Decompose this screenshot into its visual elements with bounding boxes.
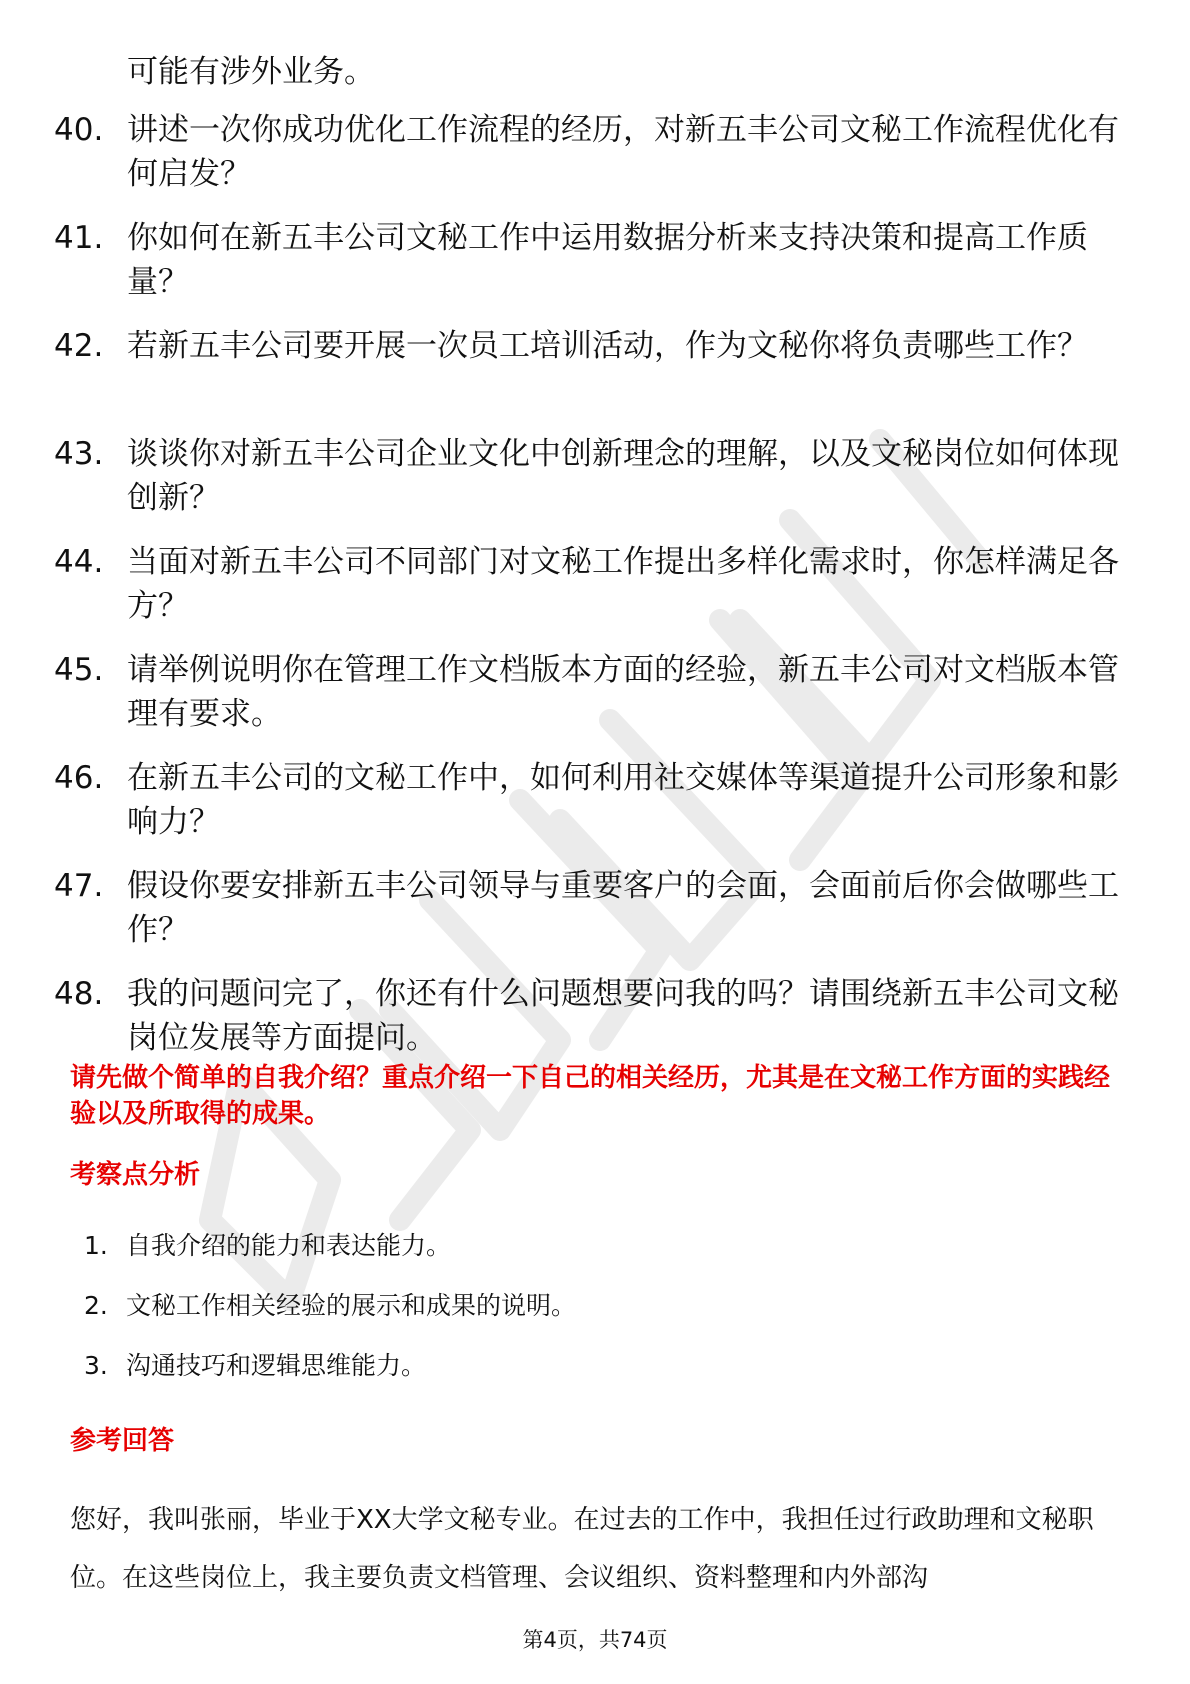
question-number: 45.: [54, 652, 104, 688]
page-footer: 第4页，共74页: [522, 1628, 668, 1652]
question-number: 40.: [54, 112, 104, 148]
question-text: 在新五丰公司的文秘工作中，如何利用社交媒体等渠道提升公司形象和影响力？: [127, 760, 1119, 840]
list-item: [54, 108, 1134, 216]
featured-question-heading: 请先做个简单的自我介绍？重点介绍一下自己的相关经历，尤其是在文秘工作方面的实践经验以及所取得的成果。: [70, 1063, 1111, 1129]
list-item: [54, 864, 1134, 972]
point-number: 1.: [84, 1231, 108, 1260]
question-number: 47.: [54, 868, 104, 904]
point-text: 沟通技巧和逻辑思维能力。: [126, 1351, 427, 1380]
question-text: 我的问题问完了，你还有什么问题想要问我的吗？请围绕新五丰公司文秘岗位发展等方面提问。: [127, 976, 1119, 1056]
question-number: 41.: [54, 220, 104, 256]
question-continuation: 可能有涉外业务。: [127, 54, 375, 90]
answer-paragraph: 您好，我叫张丽，毕业于XX大学文秘专业。在过去的工作中，我担任过行政助理和文秘职位。在这些岗位上，我主要负责文档管理、会议组织、资料整理和内外部沟: [70, 1505, 1094, 1593]
list-item: [54, 756, 1134, 864]
point-text: 自我介绍的能力和表达能力。: [126, 1231, 452, 1260]
question-text: 若新五丰公司要开展一次员工培训活动，作为文秘你将负责哪些工作？: [127, 328, 1088, 364]
list-item: [84, 1348, 1084, 1408]
question-number: 42.: [54, 328, 104, 364]
list-item: [54, 216, 1134, 324]
question-number: 43.: [54, 436, 104, 472]
question-text: 谈谈你对新五丰公司企业文化中创新理念的理解，以及文秘岗位如何体现创新？: [127, 436, 1119, 516]
list-item: [54, 540, 1134, 648]
question-list: [54, 108, 1134, 1080]
list-item: [54, 432, 1134, 540]
question-number: 44.: [54, 544, 104, 580]
answer-section-title: 参考回答: [70, 1426, 175, 1456]
question-text: 请举例说明你在管理工作文档版本方面的经验，新五丰公司对文档版本管理有要求。: [127, 652, 1119, 732]
question-number: 46.: [54, 760, 104, 796]
point-number: 3.: [84, 1351, 108, 1380]
list-item: [54, 648, 1134, 756]
question-number: 48.: [54, 976, 104, 1012]
list-item: [84, 1228, 1084, 1288]
question-text: 你如何在新五丰公司文秘工作中运用数据分析来支持决策和提高工作质量？: [127, 220, 1088, 300]
analysis-section-title: 考察点分析: [70, 1160, 201, 1190]
question-text: 假设你要安排新五丰公司领导与重要客户的会面，会面前后你会做哪些工作？: [127, 868, 1119, 948]
list-item: [84, 1288, 1084, 1348]
analysis-points-list: [84, 1228, 1084, 1408]
question-text: 当面对新五丰公司不同部门对文秘工作提出多样化需求时，你怎样满足各方？: [127, 544, 1119, 624]
point-text: 文秘工作相关经验的展示和成果的说明。: [126, 1291, 577, 1320]
list-item: [54, 324, 1134, 432]
point-number: 2.: [84, 1291, 108, 1320]
question-text: 讲述一次你成功优化工作流程的经历，对新五丰公司文秘工作流程优化有何启发？: [127, 112, 1119, 192]
